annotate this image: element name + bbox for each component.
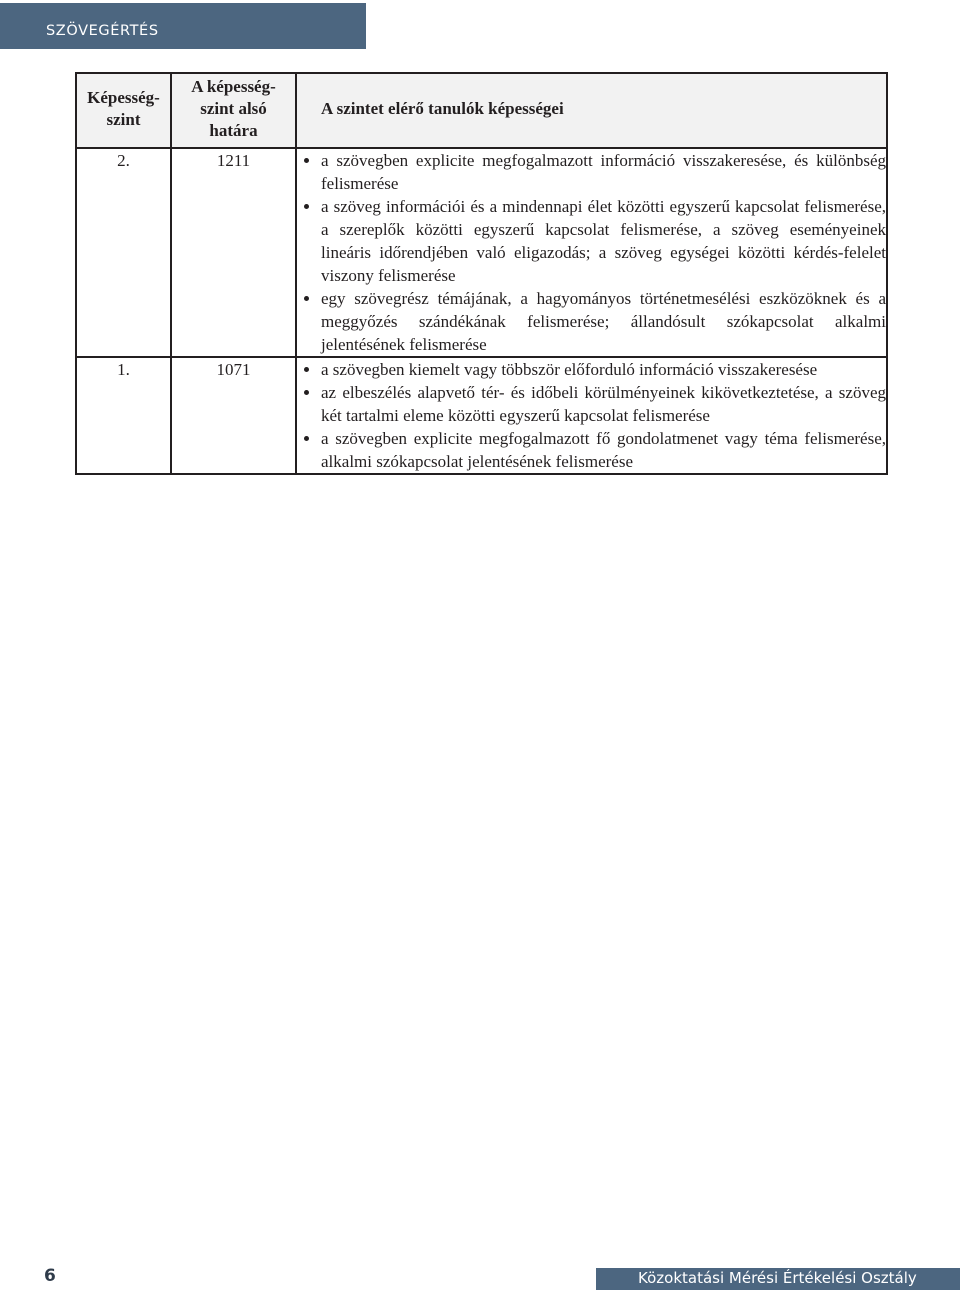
page-number: 6 bbox=[44, 1266, 56, 1286]
list-item: a szöveg információi és a mindennapi élet közötti egyszerű kapcsolat felismerése, a szereplők közötti egyszerű kapcsolat felismerése, a szöveg eseményeinek lineáris időrendjében való eligazodás; a szöveg egységei közötti kérdés-felelet viszony felismerése bbox=[297, 195, 886, 287]
skill-levels-table bbox=[75, 72, 888, 475]
level-cell: 2. bbox=[76, 148, 171, 357]
list-item: a szövegben kiemelt vagy többször előforduló információ visszakeresése bbox=[297, 358, 886, 381]
list-item: az elbeszélés alapvető tér- és időbeli körülményeinek kikövetkeztetése, a szöveg két tartalmi eleme közötti egyszerű kapcsolat felismerése bbox=[297, 381, 886, 427]
table-header-row bbox=[76, 73, 887, 148]
organization-name: Közoktatási Mérési Értékelési Osztály bbox=[638, 1269, 917, 1287]
header-description: A szintet elérő tanulók képességei bbox=[296, 73, 887, 148]
list-item: a szövegben explicite megfogalmazott információ visszakeresése, és különbség felismerése bbox=[297, 149, 886, 195]
skills-cell bbox=[296, 148, 887, 357]
list-item: a szövegben explicite megfogalmazott fő gondolatmenet vagy téma felismerése, alkalmi szókapcsolat jelentésének felismerése bbox=[297, 427, 886, 473]
header-level: Képesség-szint bbox=[76, 73, 171, 148]
skills-list bbox=[297, 149, 886, 356]
min-score-cell: 1071 bbox=[171, 357, 296, 474]
footer-band bbox=[596, 1268, 960, 1290]
list-item: egy szövegrész témájának, a hagyományos történetmesélési eszközöknek és a meggyőzés szándékának felismerése; állandósult szókapcsolat alkalmi jelentésének felismerése bbox=[297, 287, 886, 356]
section-title: SZÖVEGÉRTÉS bbox=[46, 23, 159, 39]
level-cell: 1. bbox=[76, 357, 171, 474]
header-min-score: A képesség-szint alsó határa bbox=[171, 73, 296, 148]
skills-list bbox=[297, 358, 886, 473]
table-row bbox=[76, 148, 887, 357]
header-band bbox=[0, 3, 366, 49]
skills-cell bbox=[296, 357, 887, 474]
min-score-cell: 1211 bbox=[171, 148, 296, 357]
table-row bbox=[76, 357, 887, 474]
